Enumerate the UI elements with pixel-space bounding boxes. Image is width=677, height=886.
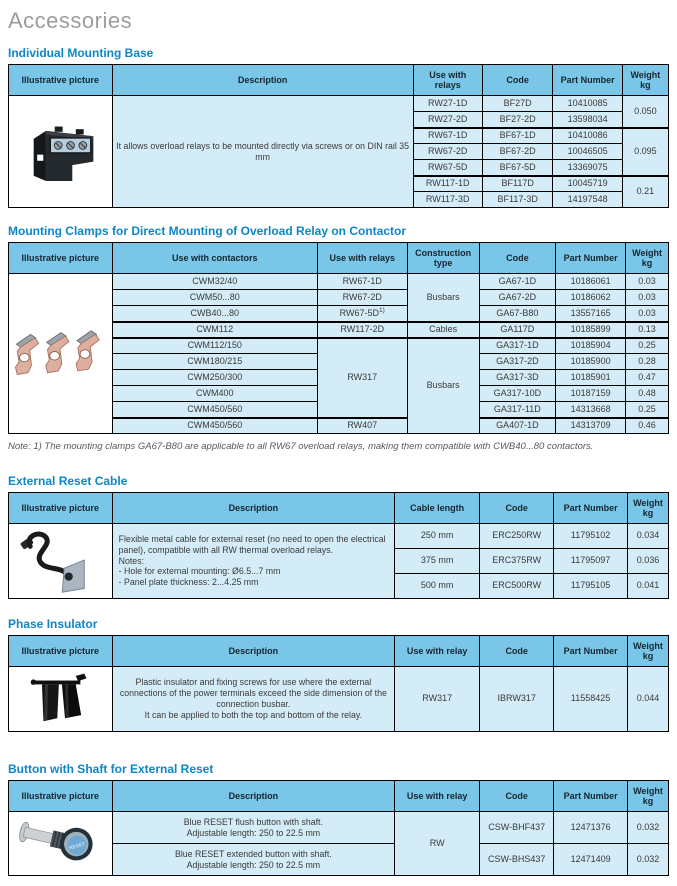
column-header: Use with contactors: [112, 243, 317, 274]
table-cell: 14197548: [553, 192, 622, 208]
table-cell: RW27-1D: [413, 96, 482, 112]
description-line: Flexible metal cable for external reset (no need to open the electrical panel), compatible with all RW thermal overload relays.: [118, 533, 386, 555]
table-cell: BF117-3D: [482, 192, 553, 208]
table-cell: RW67-1D: [413, 128, 482, 144]
table-cell: 500 mm: [395, 574, 480, 599]
table-cell: 250 mm: [395, 524, 480, 549]
column-header: Part Number: [554, 636, 628, 667]
table-cell: GA67-B80: [479, 306, 556, 322]
table-cell: RW317: [317, 338, 407, 418]
column-header: Illustrative picture: [9, 636, 113, 667]
description-line: Plastic insulator and fixing screws for use where the external connections of the power terminals exceed the side dimension of the connection busbar.: [119, 677, 387, 709]
table-cell: ERC375RW: [480, 549, 554, 574]
section-title: Phase Insulator: [8, 617, 98, 631]
column-header: Weight kg: [628, 493, 669, 524]
description-cell: [112, 96, 413, 208]
table-cell: CWM250/300: [112, 370, 317, 386]
clamps-image: [9, 274, 113, 434]
column-header: Part Number: [554, 493, 628, 524]
table-row: [9, 812, 669, 844]
table-cell: 11795105: [554, 574, 628, 599]
table-cell: CWM450/560: [112, 402, 317, 418]
table-note: Note: 1) The mounting clamps GA67-B80 are applicable to all RW67 overload relays, making them compatible with CWB40...80 contactors.: [8, 441, 594, 452]
description-line: - Hole for external mounting: Ø6.5...7 mm: [118, 566, 281, 577]
table-cell: 0.036: [628, 549, 669, 574]
table-cell: 0.050: [622, 96, 668, 128]
column-header: Weight kg: [628, 636, 669, 667]
table-row: [9, 96, 669, 112]
section-button-with-shaft: [8, 762, 669, 876]
section-individual-mounting-base: [8, 46, 669, 208]
table-cell: Busbars: [407, 338, 479, 434]
table-cell: 0.095: [622, 128, 668, 176]
column-header: Weight kg: [626, 243, 669, 274]
section-title: Button with Shaft for External Reset: [8, 762, 214, 776]
table-cell: 14313709: [556, 418, 626, 434]
table-cell: CWM112: [112, 322, 317, 338]
table-cell: CWM180/215: [112, 354, 317, 370]
description-cell: [112, 812, 395, 844]
table-row: [9, 274, 669, 290]
column-header: Part Number: [554, 781, 628, 812]
table-cell: 0.25: [626, 402, 669, 418]
description-line: Blue RESET flush button with shaft.: [183, 816, 323, 827]
table-cell: 0.044: [628, 667, 669, 732]
sections: [8, 46, 669, 876]
section-title: External Reset Cable: [8, 474, 128, 488]
table-cell: 10185901: [556, 370, 626, 386]
table-cell: RW67-2D: [317, 290, 407, 306]
table-cell: 0.03: [626, 274, 669, 290]
description-line: Adjustable length: 250 to 22.5 mm: [186, 827, 321, 838]
table-phase-insulator: [8, 635, 669, 732]
description-cell: [112, 844, 395, 876]
column-header: Use with relay: [395, 781, 480, 812]
table-cell: BF27-2D: [482, 112, 553, 128]
section-title: Individual Mounting Base: [8, 46, 154, 60]
description-cell: [112, 667, 395, 732]
table-cell: 12471409: [554, 844, 628, 876]
table-cell: CWM400: [112, 386, 317, 402]
table-cell: CWM450/560: [112, 418, 317, 434]
footnote-marker: 1): [379, 307, 385, 315]
table-cell: GA67-2D: [479, 290, 556, 306]
table-cell: GA317-10D: [479, 386, 556, 402]
table-cell: 14313668: [556, 402, 626, 418]
table-cell: 375 mm: [395, 549, 480, 574]
column-header: Description: [112, 65, 413, 96]
table-cell: GA317-1D: [479, 338, 556, 354]
table-cell: IBRW317: [480, 667, 554, 732]
table-cell: RW117-1D: [413, 176, 482, 192]
column-header: Illustrative picture: [9, 65, 113, 96]
table-cell: 10187159: [556, 386, 626, 402]
table-cell: 10186061: [556, 274, 626, 290]
column-header: Use with relays: [413, 65, 482, 96]
table-row: [9, 667, 669, 732]
table-cell: 10186062: [556, 290, 626, 306]
column-header: Use with relays: [317, 243, 407, 274]
column-header: Description: [112, 493, 395, 524]
table-cell: 0.03: [626, 290, 669, 306]
table-cell: CSW-BHS437: [480, 844, 554, 876]
table-cell: 12471376: [554, 812, 628, 844]
description-line: It can be applied to both the top and bottom of the relay.: [144, 709, 363, 720]
table-cell: RW: [395, 812, 480, 876]
table-cell: RW67-2D: [413, 144, 482, 160]
table-cell: CWB40...80: [112, 306, 317, 322]
column-header: Illustrative picture: [9, 781, 113, 812]
table-cell: 0.032: [628, 812, 669, 844]
table-cell: RW317: [395, 667, 480, 732]
table-cell: RW117-2D: [317, 322, 407, 338]
table-cell: Busbars: [407, 274, 479, 322]
column-header: Weight kg: [622, 65, 668, 96]
table-cell: BF117D: [482, 176, 553, 192]
svg-text:RESET: RESET: [68, 840, 87, 852]
table-cell: RW67-1D: [317, 274, 407, 290]
table-cell: GA117D: [479, 322, 556, 338]
table-cell: 0.034: [628, 524, 669, 549]
column-header: Description: [112, 636, 395, 667]
table-cell: 10410085: [553, 96, 622, 112]
table-cell: 10185904: [556, 338, 626, 354]
section-mounting-clamps: [8, 224, 669, 452]
section-phase-insulator: [8, 617, 669, 732]
column-header: Construction type: [407, 243, 479, 274]
table-cell: CWM32/40: [112, 274, 317, 290]
table-cell: 0.03: [626, 306, 669, 322]
table-cell: CWM112/150: [112, 338, 317, 354]
description-line: Notes:: [118, 555, 145, 566]
column-header: Code: [479, 243, 556, 274]
table-cell: Cables: [407, 322, 479, 338]
table-cell: 13557165: [556, 306, 626, 322]
table-cell: 10410086: [553, 128, 622, 144]
column-header: Part Number: [553, 65, 622, 96]
table-cell: RW27-2D: [413, 112, 482, 128]
table-cell: RW117-3D: [413, 192, 482, 208]
table-cell: 0.47: [626, 370, 669, 386]
description-line: Blue RESET extended button with shaft.: [174, 848, 332, 859]
table-cell: 13369075: [553, 160, 622, 176]
column-header: Use with relay: [395, 636, 480, 667]
table-cell: GA317-3D: [479, 370, 556, 386]
table-cell: RW407: [317, 418, 407, 434]
column-header: Illustrative picture: [9, 493, 113, 524]
column-header: Code: [480, 781, 554, 812]
table-button-with-shaft: [8, 780, 669, 876]
table-cell: GA317-11D: [479, 402, 556, 418]
table-cell: BF67-2D: [482, 144, 553, 160]
table-mounting-clamps: [8, 242, 669, 434]
column-header: Code: [482, 65, 553, 96]
section-title: Mounting Clamps for Direct Mounting of Overload Relay on Contactor: [8, 224, 407, 238]
table-cell: GA407-1D: [479, 418, 556, 434]
column-header: Description: [112, 781, 395, 812]
table-external-reset-cable: [8, 492, 669, 599]
column-header: Part Number: [556, 243, 626, 274]
table-cell: 0.21: [622, 176, 668, 208]
column-header: Weight kg: [628, 781, 669, 812]
table-cell: 10185900: [556, 354, 626, 370]
table-cell: ERC250RW: [480, 524, 554, 549]
table-cell: BF67-5D: [482, 160, 553, 176]
table-cell: 0.25: [626, 338, 669, 354]
insulator-image: [9, 667, 113, 732]
table-cell: 0.13: [626, 322, 669, 338]
reset-button-image: [9, 812, 113, 876]
table-cell: $RW67-5D^{1)}$: [317, 306, 407, 322]
table-cell: 0.032: [628, 844, 669, 876]
mounting-base-image: [9, 96, 113, 208]
table-cell: CWM50...80: [112, 290, 317, 306]
table-row: [9, 524, 669, 549]
column-header: Illustrative picture: [9, 243, 113, 274]
table-cell: 0.48: [626, 386, 669, 402]
table-cell: 13598034: [553, 112, 622, 128]
table-cell: BF27D: [482, 96, 553, 112]
column-header: Cable length: [395, 493, 480, 524]
description-cell: [112, 524, 395, 599]
table-cell: 11558425: [554, 667, 628, 732]
table-cell: 11795097: [554, 549, 628, 574]
table-individual-mounting-base: [8, 64, 669, 208]
table-cell: 0.041: [628, 574, 669, 599]
table-cell: RW67-5D: [413, 160, 482, 176]
description-line: - Panel plate thickness: 2...4.25 mm: [118, 577, 259, 588]
cable-image: [9, 524, 113, 599]
table-cell: ERC500RW: [480, 574, 554, 599]
table-cell: 11795102: [554, 524, 628, 549]
page-title: Accessories: [8, 8, 133, 33]
column-header: Code: [480, 493, 554, 524]
description-line: It allows overload relays to be mounted directly via screws or on DIN rail 35 mm: [116, 140, 410, 162]
table-cell: GA317-2D: [479, 354, 556, 370]
table-cell: GA67-1D: [479, 274, 556, 290]
table-cell: 10045719: [553, 176, 622, 192]
table-cell: 10185899: [556, 322, 626, 338]
description-line: Adjustable length: 250 to 22.5 mm: [186, 859, 321, 870]
table-cell: BF67-1D: [482, 128, 553, 144]
column-header: Code: [480, 636, 554, 667]
table-cell: 10046505: [553, 144, 622, 160]
table-cell: 0.28: [626, 354, 669, 370]
section-external-reset-cable: [8, 474, 669, 599]
table-cell: 0.46: [626, 418, 669, 434]
table-cell: CSW-BHF437: [480, 812, 554, 844]
